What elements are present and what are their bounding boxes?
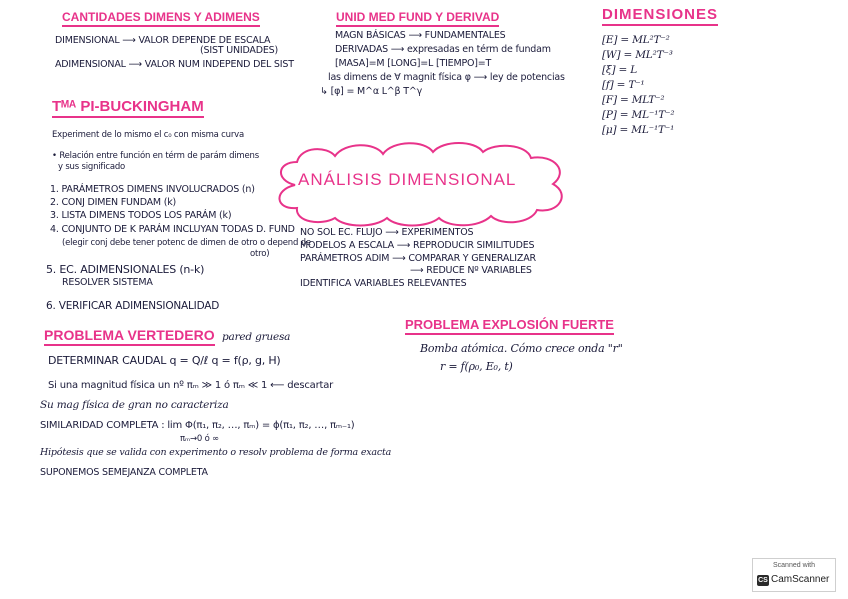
text-modelos: MODELOS A ESCALA ⟶ REPRODUCIR SIMILITUDES <box>300 240 535 251</box>
camscanner-name: CamScanner <box>771 574 830 585</box>
step-4-note: (elegir conj debe tener potenc de dimen de otro o depend de <box>62 238 311 248</box>
camscanner-brand <box>757 574 829 586</box>
step-4-note-cont: otro) <box>250 249 270 259</box>
text-identifica: IDENTIFICA VARIABLES RELEVANTES <box>300 278 467 289</box>
step-2: 2. CONJ DIMEN FUNDAM (k) <box>50 197 177 208</box>
text-bomba: Bomba atómica. Cómo crece onda "r" <box>420 342 623 355</box>
text-magn-basicas: MAGN BÁSICAS ⟶ FUNDAMENTALES <box>335 30 506 41</box>
text-semejanza: SUPONEMOS SEMEJANZA COMPLETA <box>40 467 208 478</box>
text-dimensional: DIMENSIONAL ⟶ VALOR DEPENDE DE ESCALA <box>55 35 271 46</box>
text-formula-potencias: ↳ [φ] = M^α L^β T^γ <box>320 86 423 97</box>
heading-cantidades: CANTIDADES DIMENS Y ADIMENS <box>62 10 260 27</box>
step-6: 6. VERIFICAR ADIMENSIONALIDAD <box>46 300 220 312</box>
text-ley-potencias: las dimens de ∀ magnit física φ ⟶ ley de potencias <box>328 72 565 83</box>
dimension-row: [μ] = ML⁻¹T⁻¹ <box>602 124 675 136</box>
text-descartar: Si una magnitud física un nº πₘ ≫ 1 ó πₘ ≪ 1 ⟵ descartar <box>48 380 334 391</box>
text-relacion: • Relación entre función en térm de parám dimens <box>52 151 259 161</box>
step-5-note: RESOLVER SISTEMA <box>62 277 153 288</box>
text-parametros: PARÁMETROS ADIM ⟶ COMPARAR Y GENERALIZAR <box>300 253 536 264</box>
text-hipotesis: Hipótesis que se valida con experimento o resolv problema de forma exacta <box>40 447 392 458</box>
step-4: 4. CONJUNTO DE K PARÁM INCLUYAN TODAS D. FUND <box>50 224 295 235</box>
heading-explosion: PROBLEMA EXPLOSIÓN FUERTE <box>405 317 614 335</box>
text-relacion-cont: y sus significado <box>58 162 126 172</box>
text-caracteriza: Su mag física de gran no caracteriza <box>40 399 229 411</box>
camscanner-badge <box>752 558 836 592</box>
scanned-with-label: Scanned with <box>772 562 816 569</box>
heading-vertedero: PROBLEMA VERTEDERO <box>44 327 215 346</box>
step-3: 3. LISTA DIMENS TODOS LOS PARÁM (k) <box>50 210 232 221</box>
step-1: 1. PARÁMETROS DIMENS INVOLUCRADOS (n) <box>50 184 255 195</box>
text-dimensional-note: (SIST UNIDADES) <box>200 45 278 56</box>
text-limit-sub: πₘ→0 ó ∞ <box>180 434 220 444</box>
step-5: 5. EC. ADIMENSIONALES (n-k) <box>46 263 205 276</box>
text-adimensional: ADIMENSIONAL ⟶ VALOR NUM INDEPEND DEL SIST <box>55 59 294 70</box>
heading-dimensiones: DIMENSIONES <box>602 6 718 26</box>
heading-unidades: UNID MED FUND Y DERIVAD <box>336 10 499 27</box>
vertedero-note: pared gruesa <box>222 331 291 343</box>
text-similaridad: SIMILARIDAD COMPLETA : lim Φ(π₁, π₂, …, πₘ) = ϕ(π₁, π₂, …, πₘ₋₁) <box>40 420 355 431</box>
central-title: ANÁLISIS DIMENSIONAL <box>298 170 517 189</box>
camscanner-logo-icon: CS <box>758 577 768 584</box>
text-caudal: DETERMINAR CAUDAL q = Q/ℓ q = f(ρ, g, H) <box>48 354 281 367</box>
text-derivadas: DERIVADAS ⟶ expresadas en térm de fundam <box>335 44 551 55</box>
text-no-sol: NO SOL EC. FLUJO ⟶ EXPERIMENTOS <box>300 227 474 238</box>
dimension-row: [ξ] = L <box>602 64 638 76</box>
text-masa-long-tiempo: [MASA]=M [LONG]=L [TIEMPO]=T <box>335 58 492 69</box>
dimension-row: [f] = T⁻¹ <box>602 79 645 91</box>
dimension-row: [F] = MLT⁻² <box>602 94 665 106</box>
text-reduce: ⟶ REDUCE Nº VARIABLES <box>410 265 532 276</box>
dimension-row: [W] = ML²T⁻³ <box>602 49 673 61</box>
dimension-row: [E] = ML²T⁻² <box>602 34 670 46</box>
text-formula-r: r = f(ρ₀, E₀, t) <box>440 360 513 373</box>
text-experiment: Experiment de lo mismo el c₀ con misma curva <box>52 130 244 140</box>
dimension-row: [P] = ML⁻¹T⁻² <box>602 109 675 121</box>
heading-pi-buckingham: Tᴹᴬ PI-BUCKINGHAM <box>52 98 204 118</box>
